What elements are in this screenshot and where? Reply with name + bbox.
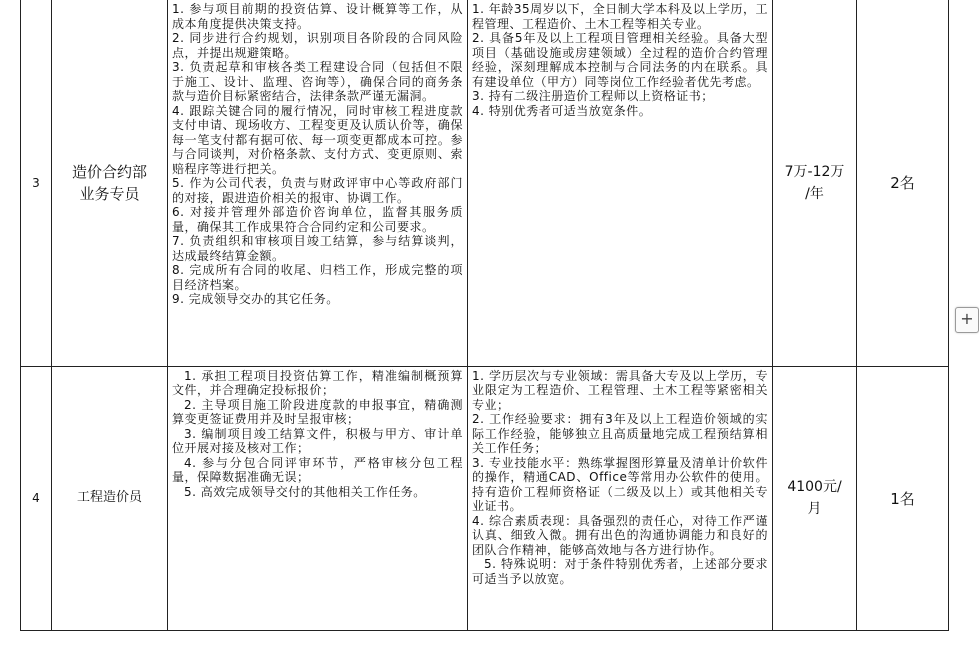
requirements-cell bbox=[468, 0, 773, 366]
salary-line: 4100元/ bbox=[787, 479, 842, 495]
duty-item: 3. 负责起草和审核各类工程建设合同（包括但不限于施工、设计、监理、咨询等），确保合同的商务条款与造价目标紧密结合，法律条款严谨无漏洞。 bbox=[172, 60, 463, 103]
duties-cell bbox=[168, 366, 468, 630]
duty-item: 1. 参与项目前期的投资估算、设计概算等工作，从成本角度提供决策支持。 bbox=[172, 2, 463, 31]
add-row-button[interactable]: + bbox=[955, 307, 979, 333]
requirement-item: 2. 工作经验要求：拥有3年及以上工程造价领域的实际工作经验，能够独立且高质量地完成工程预结算相关工作任务； bbox=[472, 412, 768, 455]
headcount-cell: 1名 bbox=[857, 366, 949, 630]
row-number: 3 bbox=[21, 0, 52, 366]
duty-item: 3. 编制项目竣工结算文件，积极与甲方、审计单位开展对接及核对工作； bbox=[172, 426, 463, 455]
duty-item: 6. 对接并管理外部造价咨询单位，监督其服务质量，确保其工作成果符合合同约定和公司要求。 bbox=[172, 205, 463, 234]
salary-line: 7万-12万 bbox=[784, 163, 845, 180]
duty-item: 9. 完成领导交办的其它任务。 bbox=[172, 292, 339, 306]
duty-item: 2. 主导项目施工阶段进度款的申报事宜，精确测算变更签证费用并及时呈报审核； bbox=[172, 397, 463, 426]
duties-cell bbox=[168, 0, 468, 366]
table-row bbox=[21, 0, 949, 366]
salary-cell bbox=[773, 0, 857, 366]
requirement-item: 4. 特别优秀者可适当放宽条件。 bbox=[472, 103, 652, 118]
duty-item: 1. 承担工程项目投资估算工作，精准编制概预算文件，并合理确定投标报价； bbox=[172, 368, 463, 397]
salary-line: 月 bbox=[807, 501, 822, 517]
post-title bbox=[52, 0, 168, 366]
requirement-item: 3. 持有二级注册造价工程师以上资格证书； bbox=[472, 89, 714, 103]
requirement-item: 3. 专业技能水平：熟练掌握图形算量及清单计价软件的操作，精通CAD、Office等常用办公软件的使用。持有造价工程师资格证（二级及以上）或其他相关专业证书。 bbox=[472, 455, 768, 513]
post-title bbox=[52, 366, 168, 630]
post-title-line: 造价合约部 bbox=[71, 162, 147, 181]
job-table bbox=[20, 0, 949, 631]
requirement-item: 1. 年龄35周岁以下，全日制大学本科及以上学历，工程管理、工程造价、土木工程等相关专业。 bbox=[472, 2, 768, 31]
post-title-line: 业务专员 bbox=[79, 184, 140, 203]
duty-item: 7. 负责组织和审核项目竣工结算，参与结算谈判，达成最终结算金额。 bbox=[172, 234, 463, 263]
row-number: 4 bbox=[21, 366, 52, 630]
table-row bbox=[21, 366, 949, 630]
duty-item: 4. 参与分包合同评审环节，严格审核分包工程量，保障数据准确无误； bbox=[172, 455, 463, 484]
duty-item: 8. 完成所有合同的收尾、归档工作，形成完整的项目经济档案。 bbox=[172, 263, 463, 292]
requirements-cell bbox=[468, 366, 773, 630]
post-title-line: 工程造价员 bbox=[76, 490, 142, 505]
requirement-item: 4. 综合素质表现：具备强烈的责任心，对待工作严谨认真、细致入微。拥有出色的沟通协调能力和良好的团队合作精神，能够高效地与各方进行协作。 bbox=[472, 513, 768, 557]
duty-item: 2. 同步进行合约规划，识别项目各阶段的合同风险点，并提出规避策略。 bbox=[172, 31, 463, 60]
duty-item: 4. 跟踪关键合同的履行情况，同时审核工程进度款支付申请、现场收方、工程变更及认质认价等，确保每一笔支付都有据可依、每一项变更都成本可控。参与合同谈判，对价格条款、支付方式、变更原则、索赔程序等进行把关。 bbox=[172, 103, 463, 176]
requirement-item: 2. 具备5年及以上工程项目管理相关经验。具备大型项目（基础设施或房建领域）全过程的造价合约管理经验，深刻理解成本控制与合同法务的内在联系。具有建设单位（甲方）同等岗位工作经验者优先考虑。 bbox=[472, 31, 768, 89]
duty-item: 5. 高效完成领导交付的其他相关工作任务。 bbox=[184, 484, 426, 499]
requirement-item: 1. 学历层次与专业领域：需具备大专及以上学历，专业限定为工程造价、工程管理、土木工程等紧密相关专业； bbox=[472, 368, 768, 412]
requirement-item: 5. 特殊说明：对于条件特别优秀者，上述部分要求可适当予以放宽。 bbox=[472, 557, 768, 586]
salary-line: /年 bbox=[805, 185, 824, 202]
duty-item: 5. 作为公司代表，负责与财政评审中心等政府部门的对接，跟进造价相关的报审、协调工作。 bbox=[172, 176, 463, 205]
headcount-cell: 2名 bbox=[857, 0, 949, 366]
salary-cell bbox=[773, 366, 857, 630]
